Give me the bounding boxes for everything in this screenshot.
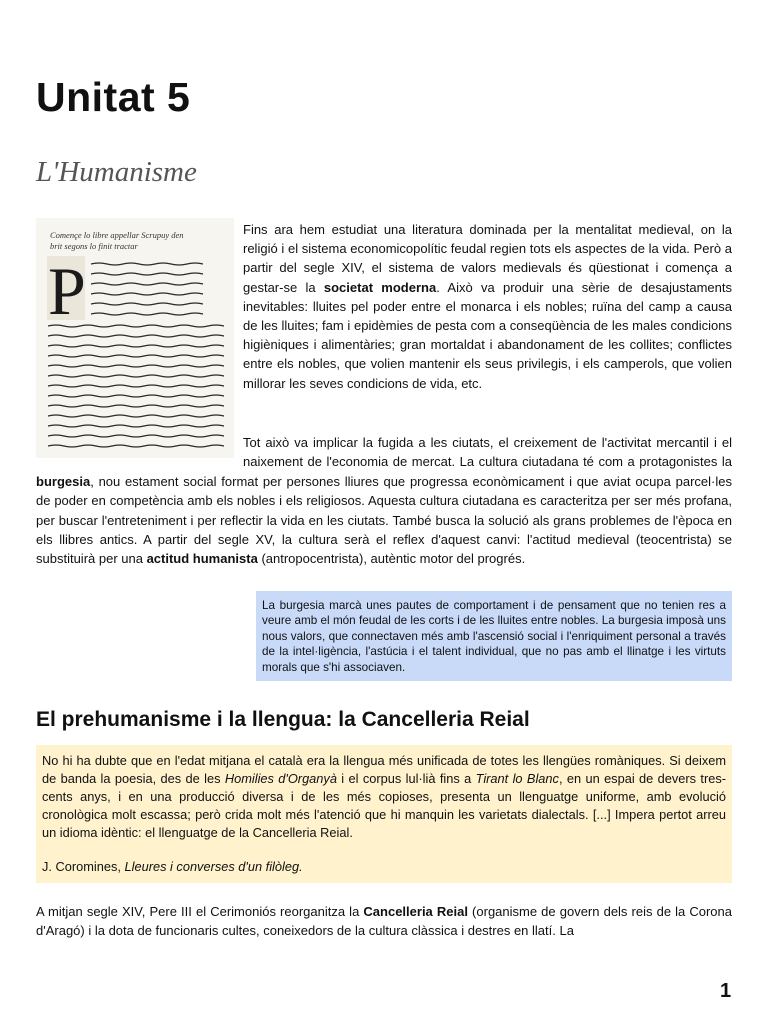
burgesia-paragraph bbox=[36, 433, 732, 569]
manuscript-header-1: Començe lo libre appellar Scrupuy den bbox=[50, 230, 184, 240]
burgesia-text-3: (antropocentrista), autèntic motor del progrés. bbox=[257, 551, 526, 567]
work-homilies: Homilies d'Organyà bbox=[224, 771, 337, 786]
manuscript-image bbox=[36, 218, 234, 458]
term-burgesia: burgesia bbox=[36, 473, 91, 489]
burgesia-callout: La burgesia marcà unes pautes de comportament i de pensament que no tenien res a veure amb el món feudal de les corts i de les lluites entre nobles. La burgesia imposà uns nous valors, que connectaven més amb l'ascensió social i l'enriquiment personal a través de la intel·ligència, l'astúcia i el talent individual, que no pas amb el llinatge i les virtuts morals que s'hi associaven. bbox=[256, 591, 732, 681]
source-book: Lleures i converses d'un filòleg. bbox=[124, 859, 303, 874]
coromines-quote bbox=[36, 745, 732, 883]
term-actitud-humanista: actitud humanista bbox=[146, 551, 258, 567]
term-cancelleria-reial: Cancelleria Reial bbox=[363, 904, 468, 919]
intro-paragraph bbox=[243, 220, 732, 393]
section-title: El prehumanisme i la llengua: la Cancelleria Reial bbox=[36, 708, 530, 731]
burgesia-text-2: , nou estament social format per persones lliures que progressa econòmicament i que aviat ocupa parcel·les de poder en competència amb els nobles i els religiosos. Aquesta cultura ciutadana es caracteritza per ser més profana, per buscar l'entreteniment i per reflectir la vida en les ciutats. També busca la solució als grans problemes de l'època en els llibres antics. A partir del segle XV, la cultura serà el reflex d'aquest canvi: l'actitud medieval (teocentrista) se substituirà per una bbox=[36, 473, 732, 567]
unit-title: Unitat 5 bbox=[36, 74, 191, 120]
page-subtitle: L'Humanisme bbox=[36, 156, 197, 188]
intro-text-1: Fins ara hem estudiat una literatura dominada per la mentalitat medieval, on la religió i el sistema economicopolític feudal regien tots els aspectes de la vida. Però a partir del segle XIV, el sistema de valors medievals és qüestionat i comença a gestar-se la bbox=[243, 222, 732, 295]
manuscript-header-2: brit segons lo finit tractar bbox=[50, 241, 138, 251]
page-number: 1 bbox=[720, 980, 732, 1002]
manuscript-initial: P bbox=[48, 253, 86, 329]
term-societat-moderna: societat moderna bbox=[323, 279, 437, 295]
cancelleria-paragraph: A mitjan segle XIV, Pere III el Cerimoniós reorganitza la Cancelleria Reial (organisme de govern dels reis de la Corona d'Aragó) i la dota de funcionaris cultes, coneixedors de la cultura clàssica i destres en llatí. La bbox=[36, 904, 733, 939]
intro-text-2: . Això va produir una sèrie de desajustaments inevitables: lluites pel poder entre el monarca i els nobles; ruïna del camp a causa de les lluites; fam i epidèmies de pesta com a conseqüència de les males condicions higièniques i alimentàries; gran mortaldat i abandonament de les collites; conflictes entre els nobles, que volien mantenir els seus privilegis, i els camperols, que volien millorar les seves condicions de vida, etc. bbox=[243, 279, 732, 391]
quote-source: J. Coromines, Lleures i converses d'un filòleg. bbox=[42, 859, 303, 874]
work-tirant: Tirant lo Blanc bbox=[475, 771, 559, 786]
quote-text: No hi ha dubte que en l'edat mitjana el català era la llengua més unificada de totes les llengües romàniques. Si deixem de banda la poesia, des de les Homilies d'Organyà i el corpus lul·lià fins a Tirant lo Blanc, en un espai de devers tres-cents anys, i en una producció diversa i de les més copioses, presenta un llenguatge uniforme, amb evolució cronològica molt escassa; però crida molt més l'atenció que hi manquin les varietats dialectals. [...] Impera pertot arreu un idioma idèntic: el llenguatge de la Cancelleria Reial. bbox=[42, 753, 726, 840]
burgesia-text-1: Tot això va implicar la fugida a les ciutats, el creixement de l'activitat mercantil i el naixement de l'economia de mercat. La cultura ciutadana té com a protagonistes la bbox=[243, 435, 732, 470]
